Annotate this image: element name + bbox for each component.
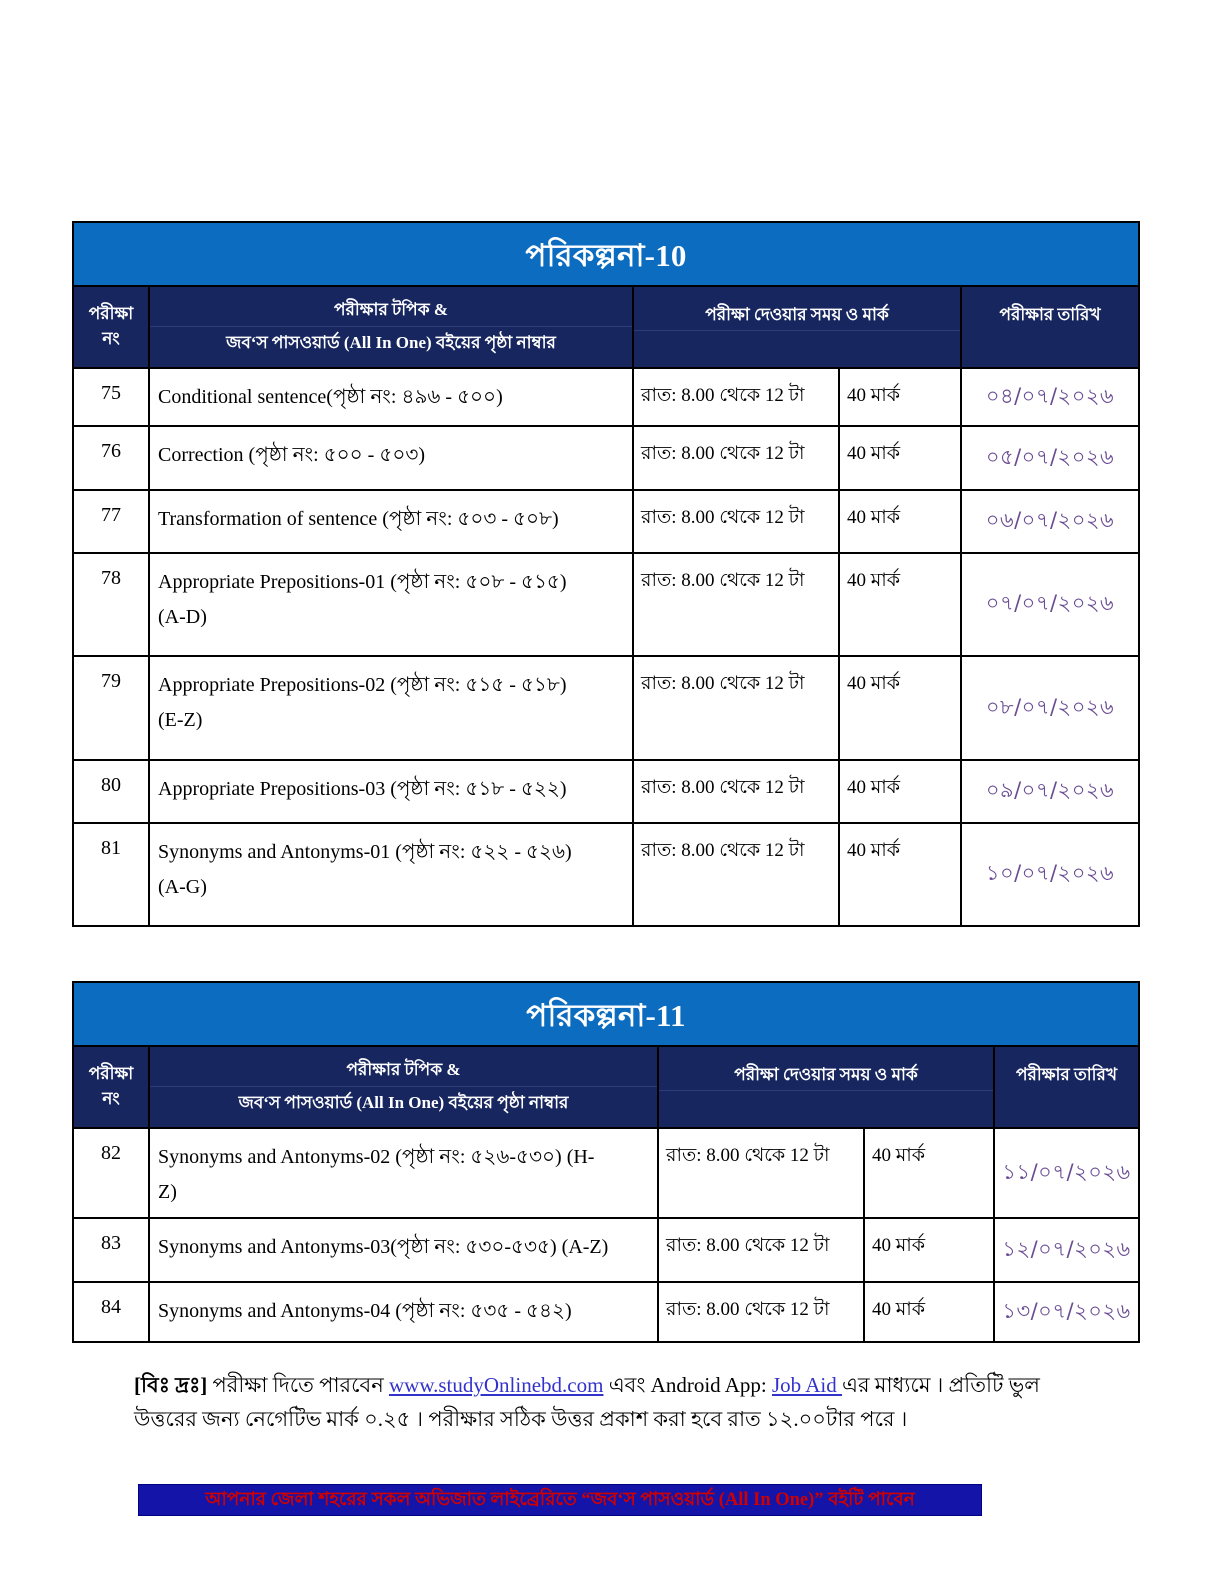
cell-marks: 40 মার্ক (864, 1128, 994, 1218)
topic-line-1: Appropriate Prepositions-03 (পৃষ্ঠা নং: ৫১৮ - ৫২২) (158, 778, 567, 800)
cell-exam-date: ০৭/০৭/২০২৬ (961, 553, 1139, 656)
cell-exam-time: রাত: 8.00 থেকে 12 টা (633, 656, 839, 760)
time-mark-header-spacer (659, 1091, 993, 1111)
table-row (73, 1218, 1139, 1282)
column-header-topic (149, 286, 633, 368)
topic-line-1: Correction (পৃষ্ঠা নং: ৫০০ - ৫০৩) (158, 444, 425, 466)
table-row (73, 490, 1139, 553)
cell-topic (149, 553, 633, 656)
column-header-time-mark (658, 1046, 994, 1128)
date-header-spacer (995, 1091, 1138, 1111)
time-mark-header-text: পরীক্ষা দেওয়ার সময় ও মার্ক (634, 303, 960, 332)
topic-line-2: Z) (158, 1181, 177, 1203)
plan-table-10 (72, 221, 1140, 927)
cell-exam-time: রাত: 8.00 থেকে 12 টা (633, 368, 839, 426)
cell-exam-no: 84 (73, 1282, 149, 1342)
column-header-date (994, 1046, 1139, 1128)
cell-marks: 40 মার্ক (839, 553, 961, 656)
cell-exam-no: 79 (73, 656, 149, 760)
topic-line-1: Appropriate Prepositions-02 (পৃষ্ঠা নং: ৫১৫ - ৫১৮) (158, 674, 567, 696)
job-aid-app-link[interactable]: Job Aid (772, 1373, 843, 1397)
exam-no-header-line1: পরীক্ষা (88, 1064, 134, 1084)
plan-table-11-body (73, 1128, 1139, 1342)
cell-exam-date: ১০/০৭/২০২৬ (961, 823, 1139, 926)
table-title-row (73, 222, 1139, 286)
topic-line-1: Synonyms and Antonyms-02 (পৃষ্ঠা নং: ৫২৬-৫৩০) (H- (158, 1146, 595, 1168)
topic-line-1: Synonyms and Antonyms-04 (পৃষ্ঠা নং: ৫৩৫ - ৫৪২) (158, 1300, 572, 1322)
topic-line-1: Synonyms and Antonyms-01 (পৃষ্ঠা নং: ৫২২ - ৫২৬) (158, 841, 572, 863)
table-row (73, 1128, 1139, 1218)
note-part2: এবং Android App: (603, 1373, 772, 1397)
cell-marks: 40 মার্ক (864, 1282, 994, 1342)
topic-line-1: Conditional sentence(পৃষ্ঠা নং: ৪৯৬ - ৫০০) (158, 386, 503, 408)
plan-title-cell (73, 222, 1139, 286)
exam-no-header-line1: পরীক্ষা (88, 304, 134, 324)
cell-marks: 40 মার্ক (839, 823, 961, 926)
cell-topic (149, 1218, 658, 1282)
cell-exam-no: 81 (73, 823, 149, 926)
cell-exam-no: 83 (73, 1218, 149, 1282)
topic-line-1: Transformation of sentence (পৃষ্ঠা নং: ৫০৩ - ৫০৮) (158, 508, 559, 530)
cell-exam-time: রাত: 8.00 থেকে 12 টা (658, 1218, 864, 1282)
table-row (73, 656, 1139, 760)
cell-topic (149, 823, 633, 926)
table-row (73, 760, 1139, 823)
cell-exam-time: রাত: 8.00 থেকে 12 টা (658, 1128, 864, 1218)
cell-exam-date: ০৮/০৭/২০২৬ (961, 656, 1139, 760)
column-header-topic (149, 1046, 658, 1128)
topic-header-line2: জব‘স পাসওয়ার্ড (All In One) বইয়ের পৃষ্ঠা নাম্বার (226, 333, 556, 352)
exam-no-header-line2: নং (102, 1089, 120, 1108)
cell-topic (149, 1128, 658, 1218)
cell-exam-date: ০৫/০৭/২০২৬ (961, 426, 1139, 490)
cell-exam-no: 80 (73, 760, 149, 823)
topic-header-line1: পরীক্ষার টপিক & (150, 1058, 657, 1087)
column-header-exam-no (73, 286, 149, 368)
cell-exam-no: 82 (73, 1128, 149, 1218)
cell-exam-date: ০৪/০৭/২০২৬ (961, 368, 1139, 426)
cell-exam-date: ১১/০৭/২০২৬ (994, 1128, 1139, 1218)
topic-line-2: (A-D) (158, 606, 207, 628)
banner-text: আপনার জেলা শহরের সকল অভিজাত লাইব্রেরিতে “জব‘স পাসওয়ার্ড (All In One)” বইটি পাবেন (205, 1490, 915, 1510)
topic-header-line1: পরীক্ষার টপিক & (150, 298, 632, 327)
table-header-row (73, 1046, 1139, 1128)
plan-title-cell (73, 982, 1139, 1046)
table-row (73, 823, 1139, 926)
cell-topic (149, 656, 633, 760)
cell-exam-no: 75 (73, 368, 149, 426)
column-header-date (961, 286, 1139, 368)
plan-title-text: পরিকল্পনা-10 (525, 237, 687, 273)
table-row (73, 426, 1139, 490)
library-availability-banner (138, 1484, 982, 1516)
cell-exam-time: রাত: 8.00 থেকে 12 টা (658, 1282, 864, 1342)
cell-exam-no: 78 (73, 553, 149, 656)
column-header-time-mark (633, 286, 961, 368)
date-header-text: পরীক্ষার তারিখ (999, 305, 1101, 325)
date-header-text: পরীক্ষার তারিখ (1015, 1065, 1118, 1085)
cell-exam-no: 77 (73, 490, 149, 553)
note-part3: এর মাধ্যমে । প্রতিটি ভুল উত্তরের জন্য নেগেটিভ মার্ক ০.২৫ । পরীক্ষার সঠিক উত্তর প্রকাশ করা হবে রাত ১২.০০টার পরে । (134, 1373, 1040, 1432)
topic-line-2: (A-G) (158, 876, 207, 898)
footer-note (134, 1368, 1094, 1436)
cell-marks: 40 মার্ক (839, 426, 961, 490)
cell-exam-date: ০৯/০৭/২০২৬ (961, 760, 1139, 823)
time-mark-header-text: পরীক্ষা দেওয়ার সময় ও মার্ক (659, 1063, 993, 1092)
cell-marks: 40 মার্ক (864, 1218, 994, 1282)
cell-exam-time: রাত: 8.00 থেকে 12 টা (633, 490, 839, 553)
plan-table-10-body (73, 368, 1139, 926)
cell-topic (149, 1282, 658, 1342)
website-link[interactable]: www.studyOnlinebd.com (389, 1373, 604, 1397)
cell-exam-date: ০৬/০৭/২০২৬ (961, 490, 1139, 553)
topic-line-1: Appropriate Prepositions-01 (পৃষ্ঠা নং: ৫০৮ - ৫১৫) (158, 571, 567, 593)
table-row (73, 1282, 1139, 1342)
plan-table-11 (72, 981, 1140, 1343)
table-title-row (73, 982, 1139, 1046)
cell-topic (149, 760, 633, 823)
table-row (73, 368, 1139, 426)
topic-line-2: (E-Z) (158, 709, 203, 731)
cell-exam-time: রাত: 8.00 থেকে 12 টা (633, 760, 839, 823)
note-prefix: [বিঃ দ্রঃ] (134, 1373, 208, 1397)
exam-no-header-line2: নং (102, 329, 120, 348)
cell-marks: 40 মার্ক (839, 760, 961, 823)
note-part1: পরীক্ষা দিতে পারবেন (207, 1373, 389, 1397)
table-row (73, 553, 1139, 656)
topic-header-line2: জব‘স পাসওয়ার্ড (All In One) বইয়ের পৃষ্ঠা নাম্বার (238, 1093, 569, 1112)
topic-line-1: Synonyms and Antonyms-03(পৃষ্ঠা নং: ৫৩০-৫৩৫) (A-Z) (158, 1236, 609, 1258)
cell-topic (149, 368, 633, 426)
cell-exam-date: ১২/০৭/২০২৬ (994, 1218, 1139, 1282)
cell-exam-time: রাত: 8.00 থেকে 12 টা (633, 553, 839, 656)
cell-exam-date: ১৩/০৭/২০২৬ (994, 1282, 1139, 1342)
column-header-exam-no (73, 1046, 149, 1128)
plan-title-text: পরিকল্পনা-11 (526, 997, 686, 1033)
cell-exam-no: 76 (73, 426, 149, 490)
time-mark-header-spacer (634, 331, 960, 351)
cell-exam-time: রাত: 8.00 থেকে 12 টা (633, 426, 839, 490)
cell-marks: 40 মার্ক (839, 490, 961, 553)
cell-exam-time: রাত: 8.00 থেকে 12 টা (633, 823, 839, 926)
cell-marks: 40 মার্ক (839, 656, 961, 760)
cell-marks: 40 মার্ক (839, 368, 961, 426)
cell-topic (149, 490, 633, 553)
date-header-spacer (962, 331, 1138, 351)
cell-topic (149, 426, 633, 490)
table-header-row (73, 286, 1139, 368)
